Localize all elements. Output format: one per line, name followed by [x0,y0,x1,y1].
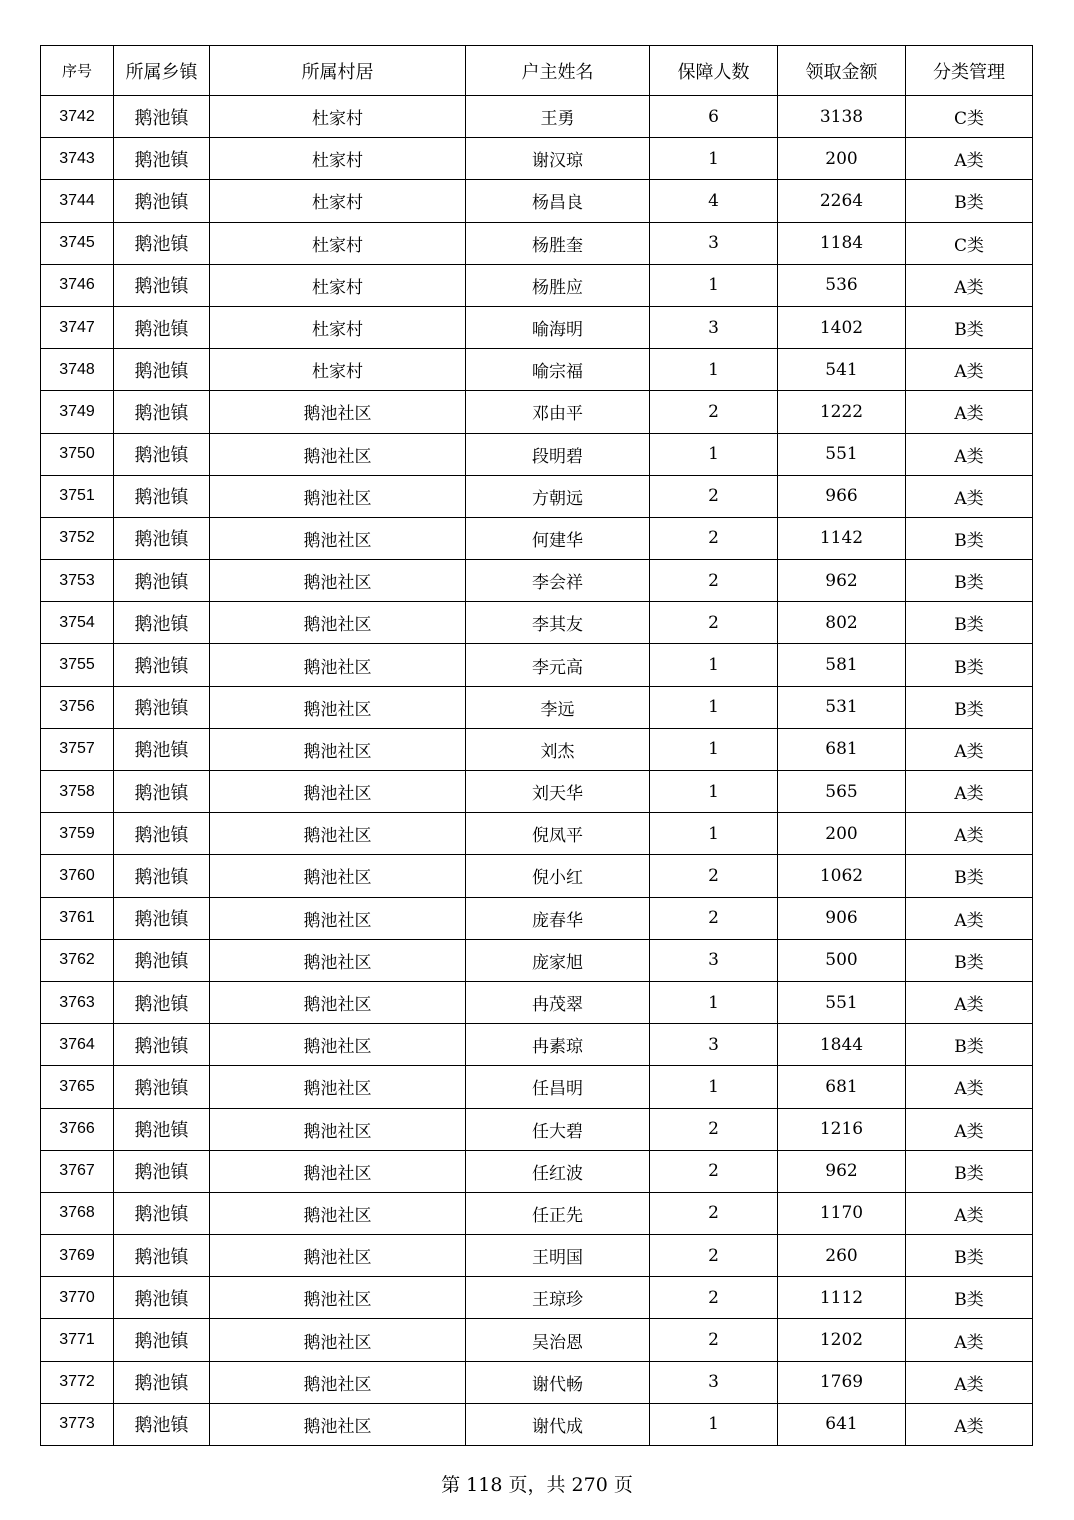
table-row [41,517,1033,559]
township-cell: 鹅池镇 [114,1192,210,1234]
category-cell: B类 [906,1235,1033,1277]
village-cell: 鹅池社区 [210,728,466,770]
amount-cell: 962 [778,1150,906,1192]
township-cell: 鹅池镇 [114,475,210,517]
village-cell: 鹅池社区 [210,981,466,1023]
amount-cell: 681 [778,1066,906,1108]
village-cell: 鹅池社区 [210,1277,466,1319]
covered-persons-cell: 2 [650,475,778,517]
serial-number-cell: 3743 [41,138,114,180]
householder-name-cell: 庞家旭 [466,939,650,981]
table-row [41,138,1033,180]
serial-number-cell: 3746 [41,264,114,306]
township-cell: 鹅池镇 [114,897,210,939]
serial-number-cell: 3771 [41,1319,114,1361]
category-cell: B类 [906,306,1033,348]
township-cell: 鹅池镇 [114,602,210,644]
township-cell: 鹅池镇 [114,1403,210,1445]
amount-cell: 1170 [778,1192,906,1234]
category-cell: A类 [906,897,1033,939]
amount-cell: 2264 [778,180,906,222]
householder-name-cell: 何建华 [466,517,650,559]
amount-cell: 1184 [778,222,906,264]
table-row [41,897,1033,939]
serial-number-cell: 3751 [41,475,114,517]
village-cell: 杜家村 [210,349,466,391]
village-cell: 杜家村 [210,96,466,138]
category-cell: A类 [906,728,1033,770]
category-cell: B类 [906,180,1033,222]
householder-name-cell: 谢汉琼 [466,138,650,180]
table-row [41,560,1033,602]
township-cell: 鹅池镇 [114,1108,210,1150]
category-cell: B类 [906,686,1033,728]
category-cell: A类 [906,433,1033,475]
table-row [41,981,1033,1023]
table-row [41,1192,1033,1234]
category-cell: A类 [906,813,1033,855]
covered-persons-cell: 2 [650,1150,778,1192]
category-cell: A类 [906,349,1033,391]
householder-name-cell: 方朝远 [466,475,650,517]
township-cell: 鹅池镇 [114,771,210,813]
serial-number-cell: 3764 [41,1024,114,1066]
table-row [41,771,1033,813]
covered-persons-cell: 1 [650,349,778,391]
householder-name-cell: 杨昌良 [466,180,650,222]
amount-cell: 1202 [778,1319,906,1361]
village-cell: 鹅池社区 [210,1024,466,1066]
category-cell: B类 [906,1277,1033,1319]
village-cell: 杜家村 [210,180,466,222]
header-category: 分类管理 [906,46,1033,96]
householder-name-cell: 王勇 [466,96,650,138]
amount-cell: 1142 [778,517,906,559]
table-row [41,349,1033,391]
township-cell: 鹅池镇 [114,981,210,1023]
householder-name-cell: 倪小红 [466,855,650,897]
village-cell: 杜家村 [210,138,466,180]
table-row [41,1066,1033,1108]
township-cell: 鹅池镇 [114,1277,210,1319]
covered-persons-cell: 1 [650,644,778,686]
serial-number-cell: 3747 [41,306,114,348]
village-cell: 鹅池社区 [210,771,466,813]
township-cell: 鹅池镇 [114,391,210,433]
village-cell: 鹅池社区 [210,1108,466,1150]
village-cell: 鹅池社区 [210,1235,466,1277]
serial-number-cell: 3761 [41,897,114,939]
village-cell: 鹅池社区 [210,1192,466,1234]
serial-number-cell: 3763 [41,981,114,1023]
category-cell: A类 [906,771,1033,813]
serial-number-cell: 3765 [41,1066,114,1108]
header-village: 所属村居 [210,46,466,96]
serial-number-cell: 3759 [41,813,114,855]
amount-cell: 541 [778,349,906,391]
category-cell: A类 [906,138,1033,180]
category-cell: B类 [906,560,1033,602]
serial-number-cell: 3758 [41,771,114,813]
covered-persons-cell: 2 [650,1108,778,1150]
township-cell: 鹅池镇 [114,813,210,855]
householder-name-cell: 李元高 [466,644,650,686]
page-number-footer: 第 118 页，共 270 页 [441,1474,633,1496]
amount-cell: 1222 [778,391,906,433]
table-row [41,644,1033,686]
serial-number-cell: 3744 [41,180,114,222]
township-cell: 鹅池镇 [114,138,210,180]
amount-cell: 565 [778,771,906,813]
amount-cell: 1402 [778,306,906,348]
category-cell: B类 [906,855,1033,897]
covered-persons-cell: 1 [650,771,778,813]
householder-name-cell: 王琼珍 [466,1277,650,1319]
village-cell: 鹅池社区 [210,1150,466,1192]
householder-name-cell: 刘天华 [466,771,650,813]
householder-name-cell: 吴治恩 [466,1319,650,1361]
village-cell: 鹅池社区 [210,1361,466,1403]
table-row [41,1361,1033,1403]
amount-cell: 962 [778,560,906,602]
table-row [41,1235,1033,1277]
covered-persons-cell: 2 [650,1192,778,1234]
serial-number-cell: 3750 [41,433,114,475]
category-cell: B类 [906,517,1033,559]
amount-cell: 681 [778,728,906,770]
assistance-register-table [40,45,1033,1446]
serial-number-cell: 3766 [41,1108,114,1150]
township-cell: 鹅池镇 [114,686,210,728]
header-amount: 领取金额 [778,46,906,96]
village-cell: 鹅池社区 [210,1066,466,1108]
township-cell: 鹅池镇 [114,939,210,981]
householder-name-cell: 庞春华 [466,897,650,939]
serial-number-cell: 3757 [41,728,114,770]
householder-name-cell: 任昌明 [466,1066,650,1108]
covered-persons-cell: 3 [650,1361,778,1403]
householder-name-cell: 任大碧 [466,1108,650,1150]
village-cell: 鹅池社区 [210,855,466,897]
serial-number-cell: 3772 [41,1361,114,1403]
village-cell: 鹅池社区 [210,939,466,981]
amount-cell: 3138 [778,96,906,138]
serial-number-cell: 3769 [41,1235,114,1277]
amount-cell: 641 [778,1403,906,1445]
township-cell: 鹅池镇 [114,180,210,222]
amount-cell: 1844 [778,1024,906,1066]
township-cell: 鹅池镇 [114,644,210,686]
header-covered-persons: 保障人数 [650,46,778,96]
covered-persons-cell: 2 [650,1319,778,1361]
covered-persons-cell: 1 [650,981,778,1023]
header-serial-number: 序号 [41,46,114,96]
covered-persons-cell: 2 [650,1235,778,1277]
category-cell: B类 [906,644,1033,686]
householder-name-cell: 邓由平 [466,391,650,433]
covered-persons-cell: 1 [650,813,778,855]
township-cell: 鹅池镇 [114,1066,210,1108]
householder-name-cell: 倪凤平 [466,813,650,855]
township-cell: 鹅池镇 [114,349,210,391]
category-cell: C类 [906,222,1033,264]
serial-number-cell: 3754 [41,602,114,644]
village-cell: 鹅池社区 [210,391,466,433]
covered-persons-cell: 1 [650,1066,778,1108]
table-row [41,1024,1033,1066]
village-cell: 鹅池社区 [210,602,466,644]
amount-cell: 531 [778,686,906,728]
covered-persons-cell: 2 [650,602,778,644]
township-cell: 鹅池镇 [114,1024,210,1066]
village-cell: 鹅池社区 [210,813,466,855]
category-cell: A类 [906,264,1033,306]
householder-name-cell: 喻宗福 [466,349,650,391]
householder-name-cell: 杨胜奎 [466,222,650,264]
township-cell: 鹅池镇 [114,855,210,897]
covered-persons-cell: 1 [650,138,778,180]
amount-cell: 551 [778,981,906,1023]
householder-name-cell: 谢代成 [466,1403,650,1445]
header-row [41,46,1033,96]
householder-name-cell: 冉素琼 [466,1024,650,1066]
covered-persons-cell: 2 [650,391,778,433]
table-row [41,813,1033,855]
amount-cell: 500 [778,939,906,981]
covered-persons-cell: 6 [650,96,778,138]
table-row [41,855,1033,897]
township-cell: 鹅池镇 [114,96,210,138]
table-row [41,475,1033,517]
village-cell: 鹅池社区 [210,560,466,602]
village-cell: 鹅池社区 [210,517,466,559]
table-row [41,180,1033,222]
amount-cell: 260 [778,1235,906,1277]
serial-number-cell: 3773 [41,1403,114,1445]
township-cell: 鹅池镇 [114,1150,210,1192]
serial-number-cell: 3770 [41,1277,114,1319]
township-cell: 鹅池镇 [114,728,210,770]
table-row [41,306,1033,348]
category-cell: A类 [906,1361,1033,1403]
amount-cell: 1062 [778,855,906,897]
village-cell: 鹅池社区 [210,433,466,475]
township-cell: 鹅池镇 [114,433,210,475]
serial-number-cell: 3768 [41,1192,114,1234]
serial-number-cell: 3755 [41,644,114,686]
category-cell: A类 [906,391,1033,433]
householder-name-cell: 谢代畅 [466,1361,650,1403]
covered-persons-cell: 2 [650,560,778,602]
table-row [41,1150,1033,1192]
category-cell: A类 [906,1066,1033,1108]
table-row [41,602,1033,644]
amount-cell: 802 [778,602,906,644]
category-cell: B类 [906,602,1033,644]
village-cell: 鹅池社区 [210,686,466,728]
householder-name-cell: 李远 [466,686,650,728]
village-cell: 杜家村 [210,222,466,264]
township-cell: 鹅池镇 [114,560,210,602]
serial-number-cell: 3745 [41,222,114,264]
category-cell: B类 [906,1150,1033,1192]
amount-cell: 200 [778,813,906,855]
serial-number-cell: 3748 [41,349,114,391]
covered-persons-cell: 2 [650,1277,778,1319]
category-cell: A类 [906,981,1033,1023]
covered-persons-cell: 1 [650,728,778,770]
township-cell: 鹅池镇 [114,222,210,264]
covered-persons-cell: 2 [650,855,778,897]
householder-name-cell: 李会祥 [466,560,650,602]
covered-persons-cell: 3 [650,222,778,264]
householder-name-cell: 任红波 [466,1150,650,1192]
serial-number-cell: 3752 [41,517,114,559]
table-row [41,391,1033,433]
covered-persons-cell: 1 [650,264,778,306]
village-cell: 杜家村 [210,264,466,306]
township-cell: 鹅池镇 [114,1319,210,1361]
table-body [41,96,1033,1446]
township-cell: 鹅池镇 [114,264,210,306]
amount-cell: 906 [778,897,906,939]
village-cell: 鹅池社区 [210,897,466,939]
table-row [41,1277,1033,1319]
table-row [41,1108,1033,1150]
householder-name-cell: 喻海明 [466,306,650,348]
amount-cell: 536 [778,264,906,306]
covered-persons-cell: 3 [650,939,778,981]
covered-persons-cell: 1 [650,686,778,728]
serial-number-cell: 3756 [41,686,114,728]
covered-persons-cell: 2 [650,517,778,559]
serial-number-cell: 3762 [41,939,114,981]
serial-number-cell: 3742 [41,96,114,138]
table-row [41,728,1033,770]
serial-number-cell: 3753 [41,560,114,602]
table-row [41,96,1033,138]
amount-cell: 966 [778,475,906,517]
table-row [41,686,1033,728]
village-cell: 鹅池社区 [210,475,466,517]
covered-persons-cell: 2 [650,897,778,939]
householder-name-cell: 任正先 [466,1192,650,1234]
covered-persons-cell: 1 [650,1403,778,1445]
covered-persons-cell: 3 [650,1024,778,1066]
village-cell: 鹅池社区 [210,1319,466,1361]
table-row [41,433,1033,475]
township-cell: 鹅池镇 [114,1235,210,1277]
householder-name-cell: 王明国 [466,1235,650,1277]
category-cell: B类 [906,939,1033,981]
table-row [41,264,1033,306]
category-cell: A类 [906,475,1033,517]
serial-number-cell: 3760 [41,855,114,897]
table-row [41,1319,1033,1361]
village-cell: 鹅池社区 [210,644,466,686]
category-cell: A类 [906,1319,1033,1361]
serial-number-cell: 3767 [41,1150,114,1192]
table-row [41,1403,1033,1445]
header-township: 所属乡镇 [114,46,210,96]
township-cell: 鹅池镇 [114,1361,210,1403]
covered-persons-cell: 3 [650,306,778,348]
category-cell: B类 [906,1024,1033,1066]
householder-name-cell: 刘杰 [466,728,650,770]
category-cell: A类 [906,1192,1033,1234]
householder-name-cell: 段明碧 [466,433,650,475]
householder-name-cell: 冉茂翠 [466,981,650,1023]
covered-persons-cell: 4 [650,180,778,222]
township-cell: 鹅池镇 [114,517,210,559]
amount-cell: 581 [778,644,906,686]
header-householder-name: 户主姓名 [466,46,650,96]
covered-persons-cell: 1 [650,433,778,475]
table-row [41,939,1033,981]
category-cell: C类 [906,96,1033,138]
amount-cell: 200 [778,138,906,180]
householder-name-cell: 杨胜应 [466,264,650,306]
village-cell: 杜家村 [210,306,466,348]
table-row [41,222,1033,264]
householder-name-cell: 李其友 [466,602,650,644]
category-cell: A类 [906,1108,1033,1150]
amount-cell: 1769 [778,1361,906,1403]
table-header [41,46,1033,96]
amount-cell: 551 [778,433,906,475]
amount-cell: 1216 [778,1108,906,1150]
township-cell: 鹅池镇 [114,306,210,348]
village-cell: 鹅池社区 [210,1403,466,1445]
amount-cell: 1112 [778,1277,906,1319]
serial-number-cell: 3749 [41,391,114,433]
category-cell: A类 [906,1403,1033,1445]
